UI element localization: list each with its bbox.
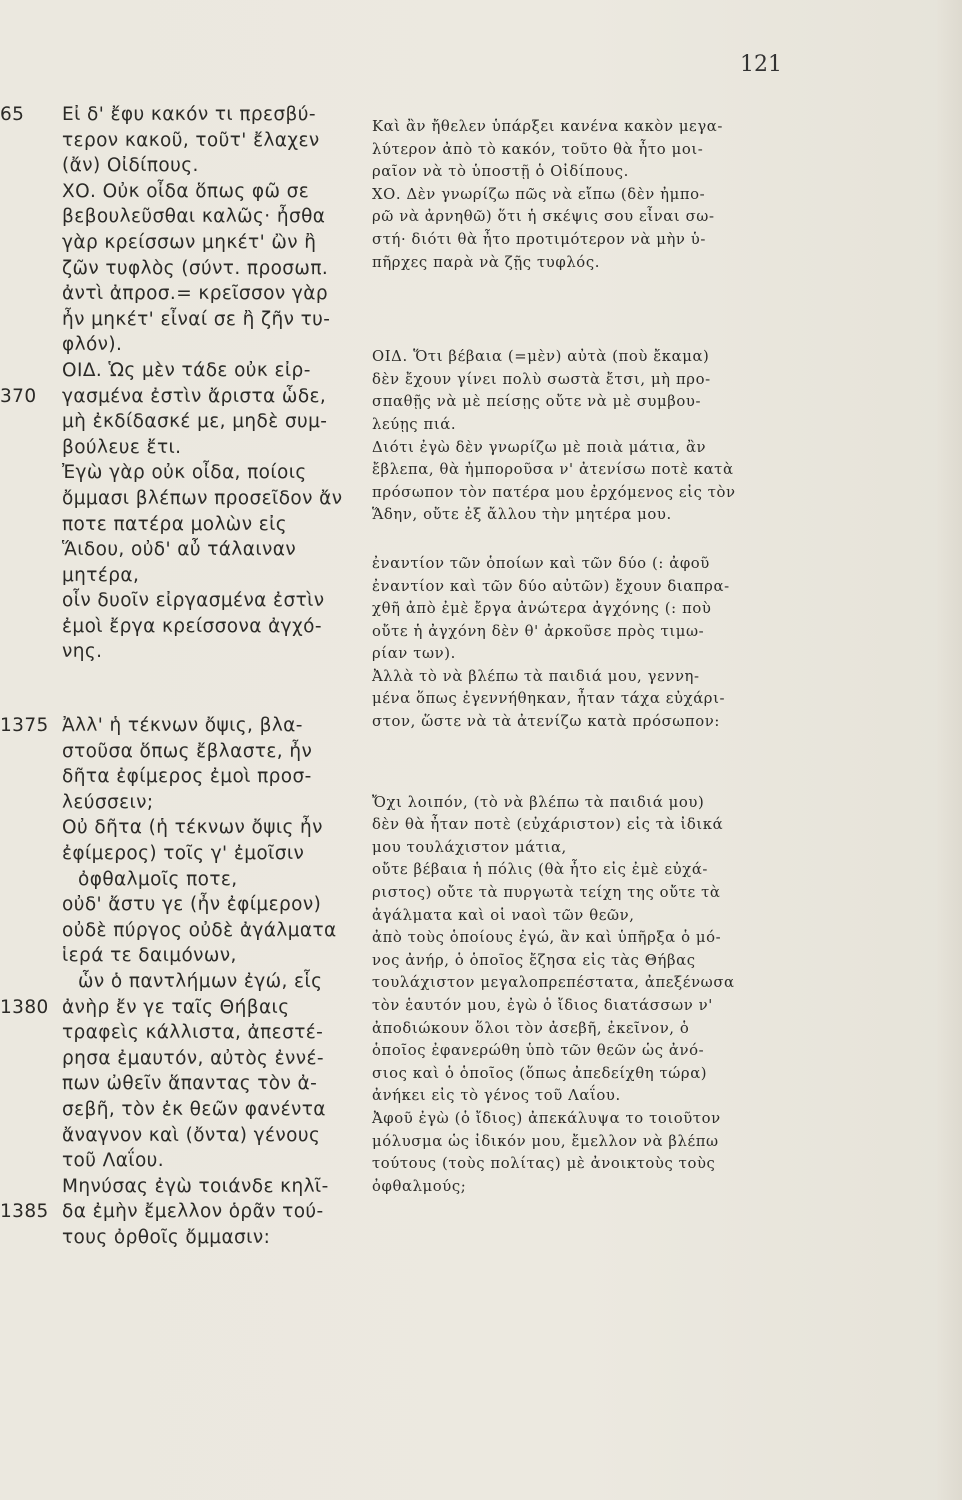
translation-line: ἀπὸ τοὺς ὁποίους ἐγώ, ἂν καὶ ὑπῆρξα ὁ μό- bbox=[372, 929, 722, 947]
verse-line bbox=[0, 867, 360, 893]
verse-line bbox=[0, 739, 360, 765]
translation-line: πρόσωπον τὸν πατέρα μου ἐρχόμενος εἰς τὸν bbox=[372, 483, 736, 501]
translation-line: δὲν ἔχουν γίνει πολὺ σωστὰ ἔτσι, μὴ προ- bbox=[372, 370, 711, 388]
verse-line bbox=[0, 332, 360, 358]
verse-line-text: ἀνὴρ ἔν γε ταῖς Θήβαις bbox=[62, 996, 290, 1018]
verse-line bbox=[0, 102, 360, 128]
verse-line bbox=[0, 409, 360, 435]
translation-line: τούτους (τοὺς πολίτας) μὲ ἀνοικτοὺς τοὺς bbox=[372, 1155, 716, 1173]
verse-line bbox=[0, 384, 360, 410]
translation-line: μένα ὅπως ἐγεννήθηκαν, ἦταν τάχα εὐχάρι- bbox=[372, 690, 726, 708]
verse-line bbox=[0, 969, 360, 995]
verse-line bbox=[0, 1123, 360, 1149]
verse-line-text: ὧν ὁ παντλήμων ἐγώ, εἷς bbox=[78, 971, 323, 992]
translation-line: ἀποδιώκουν ὅλοι τὸν ἀσεβῆ, ἐκεῖνον, ὁ bbox=[372, 1019, 690, 1037]
verse-line-text: (ἄν) Οἰδίπους. bbox=[62, 155, 199, 177]
verse-line bbox=[0, 790, 360, 816]
verse-line-text: στοῦσα ὅπως ἔβλαστε, ἦν bbox=[62, 740, 313, 762]
verse-line-text: ἀντὶ ἀπροσ.= κρεῖσσον γὰρ bbox=[62, 283, 328, 305]
paragraph-gap bbox=[372, 527, 792, 553]
verse-line bbox=[0, 943, 360, 969]
verse-line-text: Ἐγὼ γὰρ οὐκ οἶδα, ποίοις bbox=[62, 462, 307, 484]
translation-line: στον, ὥστε νὰ τὰ ἀτενίζω κατὰ πρόσωπον: bbox=[372, 713, 720, 731]
translation-line: τουλάχιστον μεγαλοπρεπέστατα, ἀπεξένωσα bbox=[372, 974, 735, 992]
translation-line: ραῖον νὰ τὸ ὑποστῇ ὁ Οἰδίπους. bbox=[372, 163, 629, 181]
verse-line-text: Εἰ δ' ἔφυ κακόν τι πρεσβύ- bbox=[62, 104, 316, 125]
verse-line bbox=[0, 153, 360, 179]
verse-line-text: βεβουλεῦσθαι καλῶς· ἦσθα bbox=[62, 206, 326, 228]
translation-line: Ἅδην, οὔτε ἐξ ἄλλου τὴν μητέρα μου. bbox=[372, 506, 672, 524]
verse-line bbox=[0, 460, 360, 486]
translation-line: ἀγάλματα καὶ οἱ ναοὶ τῶν θεῶν, bbox=[372, 906, 635, 924]
verse-line-text: μὴ ἐκδίδασκέ με, μηδὲ συμ- bbox=[62, 411, 328, 433]
page-edge-shadow bbox=[936, 0, 962, 1500]
verse-line bbox=[0, 588, 360, 614]
paragraph-gap bbox=[372, 274, 792, 346]
verse-line bbox=[0, 841, 360, 867]
verse-line bbox=[0, 563, 360, 589]
verse-line bbox=[0, 1020, 360, 1046]
page-number: 121 bbox=[740, 52, 782, 77]
verse-line-text: τοῦ Λαΐου. bbox=[62, 1150, 165, 1172]
translation-line: χθῆ ἀπὸ ἐμὲ ἔργα ἀνώτερα ἀγχόνης (: ποὺ bbox=[372, 600, 712, 618]
verse-line-text: γὰρ κρείσσων μηκέτ' ὢν ἢ bbox=[62, 231, 317, 253]
verse-line-text: οὐδ' ἄστυ γε (ἦν ἐφίμερον) bbox=[62, 894, 322, 916]
verse-line-text: ἦν μηκέτ' εἶναί σε ἢ ζῆν τυ- bbox=[62, 308, 331, 330]
translation-line: νος ἀνήρ, ὁ ὁποῖος ἔζησα εἰς τὰς Θήβας bbox=[372, 951, 696, 969]
verse-line bbox=[0, 639, 360, 665]
verse-line-number: 370 bbox=[0, 385, 37, 407]
verse-line-text: ἐφίμερος) τοῖς γ' ἐμοῖσιν bbox=[62, 843, 305, 865]
verse-line bbox=[0, 918, 360, 944]
verse-line-text: ΟΙΔ. Ὡς μὲν τάδε οὐκ εἰρ- bbox=[62, 359, 311, 381]
verse-line bbox=[0, 815, 360, 841]
verse-line-text: βούλευε ἔτι. bbox=[62, 436, 182, 458]
verse-line bbox=[0, 230, 360, 256]
verse-line-text: σεβῆ, τὸν ἐκ θεῶν φανέντα bbox=[62, 1098, 326, 1120]
translation-line: λύτερον ἀπὸ τὸ κακόν, τοῦτο θὰ ἦτο μοι- bbox=[372, 140, 704, 158]
translation-line: οὔτε βέβαια ἡ πόλις (θὰ ἦτο εἰς ἐμὲ εὐχά- bbox=[372, 861, 709, 879]
translation-line: ἔβλεπα, θὰ ἠμποροῦσα ν' ἀτενίσω ποτὲ κατὰ bbox=[372, 461, 734, 479]
translation-line: τὸν ἑαυτόν μου, ἐγὼ ὁ ἴδιος διατάσσων ν' bbox=[372, 997, 713, 1014]
verse-line-text: ὄμμασι βλέπων προσεῖδον ἄν bbox=[62, 487, 343, 509]
verse-line-text: φλόν). bbox=[62, 334, 123, 356]
greek-original-column bbox=[0, 102, 360, 1251]
translation-line: μου τουλάχιστον μάτια, bbox=[372, 838, 567, 856]
verse-line bbox=[0, 358, 360, 384]
translation-line: Ἀλλὰ τὸ νὰ βλέπω τὰ παιδιά μου, γεννη- bbox=[372, 667, 700, 685]
translation-line: ΧΟ. Δὲν γνωρίζω πῶς νὰ εἴπω (δὲν ἠμπο- bbox=[372, 185, 706, 203]
verse-line-text: τους ὀρθοῖς ὄμμασιν: bbox=[62, 1226, 271, 1248]
verse-line-text: ὀφθαλμοῖς ποτε, bbox=[78, 868, 238, 890]
verse-line bbox=[0, 995, 360, 1021]
verse-line bbox=[0, 512, 360, 538]
translation-line: λεύῃς πιά. bbox=[372, 415, 457, 433]
verse-line-text: Οὐ δῆτα (ἡ τέκνων ὄψις ἦν bbox=[62, 817, 323, 839]
verse-line bbox=[0, 179, 360, 205]
verse-line bbox=[0, 1046, 360, 1072]
verse-line-text: πων ὠθεῖν ἅπαντας τὸν ἀ- bbox=[62, 1073, 318, 1095]
verse-line-text: οὐδὲ πύργος οὐδὲ ἀγάλματα bbox=[62, 919, 337, 941]
verse-line-text: νης. bbox=[62, 641, 103, 663]
verse-line-number: 65 bbox=[0, 104, 25, 125]
verse-line-text: ἐμοὶ ἔργα κρείσσονα ἀγχό- bbox=[62, 615, 322, 637]
translation-line: ΟΙΔ. Ὅτι βέβαια (=μὲν) αὐτὰ (ποὺ ἔκαμα) bbox=[372, 348, 710, 366]
verse-line bbox=[0, 665, 360, 713]
verse-line-text: ΧΟ. Οὐκ οἶδα ὅπως φῶ σε bbox=[62, 180, 310, 202]
verse-line-text: ρησα ἐμαυτόν, αὐτὸς ἐννέ- bbox=[62, 1047, 324, 1069]
verse-line bbox=[0, 128, 360, 154]
verse-line-text: οἷν δυοῖν εἰργασμένα ἐστὶν bbox=[62, 590, 325, 612]
translation-line: στή· διότι θὰ ἦτο προτιμότερον νὰ μὴν ὑ- bbox=[372, 230, 707, 248]
verse-line-text: ἄναγνον καὶ (ὄντα) γένους bbox=[62, 1124, 321, 1146]
verse-line-text: Ἅιδου, οὐδ' αὖ τάλαιναν bbox=[62, 539, 297, 561]
translation-line: σιος καὶ ὁ ὁποῖος (ὅπως ἀπεδείχθη τώρα) bbox=[372, 1064, 708, 1082]
verse-line bbox=[0, 204, 360, 230]
translation-line: ὁποῖος ἐφανερώθη ὑπὸ τῶν θεῶν ὡς ἀνό- bbox=[372, 1042, 705, 1060]
verse-line-text: Μηνύσας ἐγὼ τοιάνδε κηλῖ- bbox=[62, 1175, 329, 1197]
verse-line-text: Ἀλλ' ἡ τέκνων ὄψις, βλα- bbox=[62, 715, 303, 737]
translation-line: ρῶ νὰ ἀρνηθῶ) ὅτι ἡ σκέψις σου εἶναι σω- bbox=[372, 208, 715, 226]
verse-line-text: τερον κακοῦ, τοῦτ' ἔλαχεν bbox=[62, 129, 320, 151]
verse-line-text: μητέρα, bbox=[62, 564, 140, 586]
verse-line bbox=[0, 1071, 360, 1097]
verse-line bbox=[0, 486, 360, 512]
modern-greek-translation-column bbox=[372, 116, 792, 1198]
verse-line-number: 1385 bbox=[0, 1201, 49, 1223]
verse-line-text: τραφεὶς κάλλιστα, ἀπεστέ- bbox=[62, 1022, 324, 1044]
verse-line-number: 1375 bbox=[0, 715, 49, 737]
verse-line bbox=[0, 281, 360, 307]
translation-line: ἐναντίον καὶ τῶν δύο αὐτῶν) ἔχουν διαπρα- bbox=[372, 577, 730, 595]
verse-line-text: δα ἐμὴν ἔμελλον ὁρᾶν τού- bbox=[62, 1201, 324, 1223]
verse-line bbox=[0, 256, 360, 282]
translation-line: Ἀφοῦ ἐγὼ (ὁ ἴδιος) ἀπεκάλυψα το τοιοῦτον bbox=[372, 1109, 721, 1127]
translation-line: μόλυσμα ὡς ἰδικόν μου, ἔμελλον νὰ βλέπω bbox=[372, 1132, 719, 1150]
translation-line: Καὶ ἂν ἤθελεν ὑπάρξει κανένα κακὸν μεγα- bbox=[372, 118, 723, 135]
translation-line: Ὄχι λοιπόν, (τὸ νὰ βλέπω τὰ παιδιά μου) bbox=[372, 793, 705, 811]
verse-line bbox=[0, 1225, 360, 1251]
translation-line: οὔτε ἡ ἀγχόνη δὲν θ' ἀρκοῦσε πρὸς τιμω- bbox=[372, 622, 705, 640]
paragraph-gap bbox=[372, 734, 792, 792]
verse-line bbox=[0, 713, 360, 739]
translation-line: ρίαν των). bbox=[372, 645, 456, 663]
verse-line-number: 1380 bbox=[0, 996, 49, 1018]
verse-line bbox=[0, 764, 360, 790]
verse-line bbox=[0, 1199, 360, 1225]
verse-line-text: λεύσσειν; bbox=[62, 791, 154, 813]
verse-line bbox=[0, 614, 360, 640]
verse-line-text: ἱερά τε δαιμόνων, bbox=[62, 945, 237, 967]
verse-line bbox=[0, 435, 360, 461]
verse-line bbox=[0, 307, 360, 333]
translation-line: πῆρχες παρὰ νὰ ζῇς τυφλός. bbox=[372, 253, 601, 271]
verse-line bbox=[0, 1097, 360, 1123]
verse-line bbox=[0, 1174, 360, 1200]
verse-line-text: δῆτα ἐφίμερος ἐμοὶ προσ- bbox=[62, 766, 312, 788]
translation-line: δὲν θὰ ἦταν ποτὲ (εὐχάριστον) εἰς τὰ ἰδικά bbox=[372, 816, 724, 834]
translation-line: σπαθῇς νὰ μὲ πείσῃς οὔτε νὰ μὲ συμβου- bbox=[372, 393, 702, 411]
translation-line: Διότι ἐγὼ δὲν γνωρίζω μὲ ποιὰ μάτια, ἂν bbox=[372, 438, 707, 456]
verse-line bbox=[0, 892, 360, 918]
verse-line-text: ποτε πατέρα μολὼν εἰς bbox=[62, 513, 288, 535]
verse-line-text: γασμένα ἐστὶν ἄριστα ὧδε, bbox=[62, 385, 327, 407]
verse-line bbox=[0, 1148, 360, 1174]
verse-line-text: ζῶν τυφλὸς (σύντ. προσωπ. bbox=[62, 257, 329, 279]
verse-line bbox=[0, 537, 360, 563]
translation-line: ἀνήκει εἰς τὸ γένος τοῦ Λαΐου. bbox=[372, 1087, 621, 1105]
translation-line: ἐναντίον τῶν ὁποίων καὶ τῶν δύο (: ἀφοῦ bbox=[372, 554, 710, 572]
translation-line: ὀφθαλμούς; bbox=[372, 1177, 467, 1195]
translation-line: ριστος) οὔτε τὰ πυργωτὰ τείχη της οὔτε τὰ bbox=[372, 884, 721, 902]
